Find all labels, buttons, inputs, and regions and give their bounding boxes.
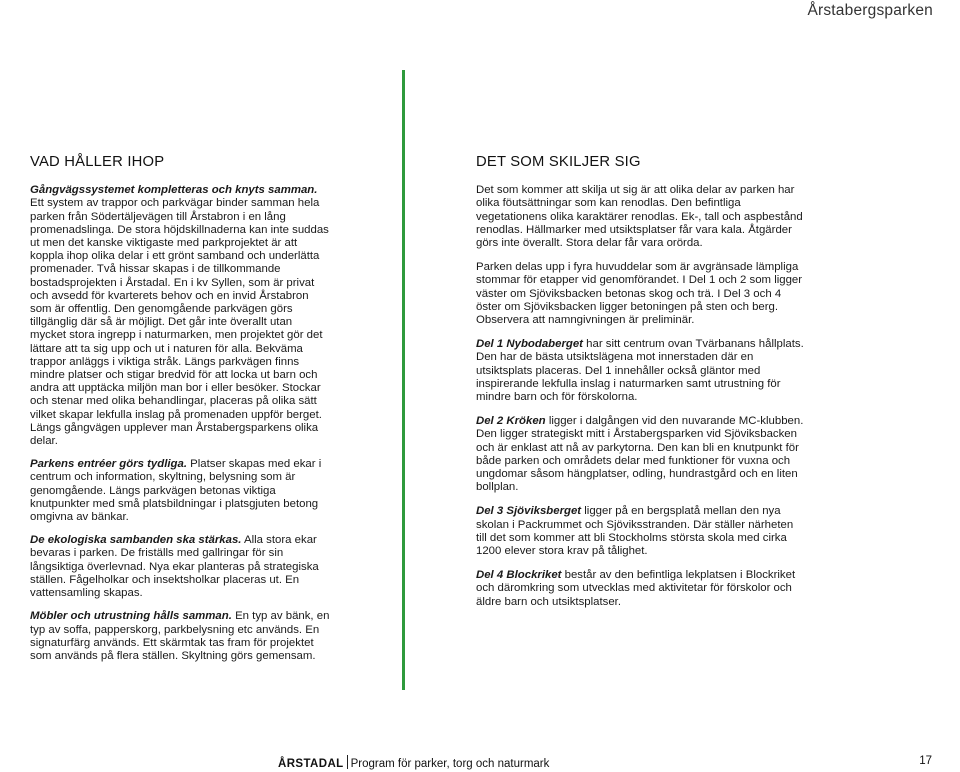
page-number: 17 xyxy=(919,755,932,767)
footer-separator xyxy=(347,755,348,769)
page-header-title: Årstabergsparken xyxy=(807,2,933,19)
right-paragraph xyxy=(476,338,806,404)
paragraph-lead: Gångvägssystemet kompletteras och knyts samman. xyxy=(30,184,318,197)
green-divider-line xyxy=(402,70,405,690)
right-paragraph xyxy=(476,415,806,494)
paragraph-lead: Möbler och utrustning hålls samman. xyxy=(30,610,232,623)
right-column xyxy=(476,156,806,620)
right-heading: DET SOM SKILJER SIG xyxy=(476,154,641,170)
left-paragraph xyxy=(30,458,330,524)
right-paragraph xyxy=(476,184,806,250)
paragraph-text: En typ av bänk, en typ av soffa, papperskorg, parkbelysning etc används. En signaturfärg används. Ett skärmtak tas fram för projektet som används på flera ställen. Skyltning görs gemensam. xyxy=(30,610,330,662)
paragraph-text: Det som kommer att skilja ut sig är att olika delar av parken har olika föutsättningar som kan renodlas. Den befintliga vegetationens olika karaktärer renodlas. Ek-, tall och aspbestånd renodlas. Hällmarker med utsiktsplatser får vara kala. Åtgärder görs inte överallt. Stora delar får vara orörda. xyxy=(476,184,803,250)
paragraph-lead: Del 3 Sjöviksberget xyxy=(476,505,582,518)
page-footer xyxy=(278,755,549,770)
footer-subtitle: Program för parker, torg och naturmark xyxy=(350,758,550,770)
paragraph-text: Alla stora ekar bevaras i parken. De friställs med gallringar för sin långsiktiga överlevnad. Nya ekar planteras på strategiska ställen. Fågelholkar och insektsholkar placeras ut. En vattensamling skapas. xyxy=(30,534,319,600)
right-paragraph xyxy=(476,261,806,327)
paragraph-text: Ett system av trappor och parkvägar binder samman hela parken från Södertäljevägen till Årstabron i en lång promenadslinga. De stora höjdskillnaderna kan inte suddas ut men det kanske viktigaste med parkprojektet är att koppla ihop olika delar i ett grönt samband och underlätta promenader. Två hissar skapas i de tillkommande bostadsprojekten i Årstadal. En i kv Syllen, som är privat och avsedd för kvarterets behov och en invid Årstabron som är offentlig. Den genomgående parkvägen görs tillgänglig där så är möjligt. Det går inte överallt utan mycket stora ingrepp i naturmarken, men projektet gör det lättare att ta sig upp och ut i naturen för alla. Bekväma trappor anläggs i viktiga stråk. Längs parkvägen finns mindre platser och stigar bredvid för att locka ut barn och andra att upptäcka miljön man bor i eller besöker. Stockar och stenar med olika behandlingar, placeras på olika sätt vilket skapar lekfulla inslag på promenaden uppför berget. Längs gångvägen upplever man Årstabergsparkens olika delar. xyxy=(30,197,329,448)
right-paragraph xyxy=(476,569,806,609)
paragraph-text: ligger på en bergsplatå mellan den nya skolan i Packrummet och Sjöviksstranden. Där ställer närheten till det som kommer att bli Stockholms största skola med cirka 1200 elever stora krav på tålighet. xyxy=(476,505,794,558)
paragraph-lead: De ekologiska sambanden ska stärkas. xyxy=(30,534,242,547)
left-heading: VAD HÅLLER IHOP xyxy=(30,154,165,170)
paragraph-lead: Del 4 Blockriket xyxy=(476,569,562,582)
left-paragraph xyxy=(30,610,330,663)
left-column xyxy=(30,156,330,673)
paragraph-text: har sitt centrum ovan Tvärbanans hållplats. Den har de bästa utsiktslägena mot innerstaden där en utsiktsplats placeras. Del 1 innehåller också gläntor med inspirerande lekfulla inslag i naturmarken samt utrustning för mindre barn och för förskolorna. xyxy=(476,338,804,404)
paragraph-text: består av den befintliga lekplatsen i Blockriket och däromkring som utvecklas med aktivitetar för förskolor och äldre barn och utsiktsplatser. xyxy=(476,569,796,608)
footer-brand: ÅRSTADAL xyxy=(278,758,344,770)
paragraph-text: Parken delas upp i fyra huvuddelar som är avgränsade lämpliga stommar för etapper vid genomförandet. I Del 1 och 2 som ligger väster om Sjöviksbacken betonas skog och trä. I Del 3 och 4 öster om Sjöviksbacken ligger betoningen på sten och berg. Observera att namngivningen är preliminär. xyxy=(476,261,803,327)
paragraph-lead: Del 2 Kröken xyxy=(476,415,546,428)
paragraph-lead: Parkens entréer görs tydliga. xyxy=(30,458,187,471)
right-paragraph xyxy=(476,505,806,558)
left-paragraph xyxy=(30,184,330,448)
paragraph-text: ligger i dalgången vid den nuvarande MC-klubben. Den ligger strategiskt mitt i Årstabergsparken vid Sjöviksbacken och är enklast att nå av parkytorna. Den kan bli en knutpunkt för både parken och områdets delar med funktioner för vuxna och ungdomar såsom hängplatser, odling, hundrastgård och en liten bollplan. xyxy=(476,415,804,494)
paragraph-lead: Del 1 Nybodaberget xyxy=(476,338,583,351)
left-paragraph xyxy=(30,534,330,600)
paragraph-text: Platser skapas med ekar i centrum och information, skyltning, belysning som är genomgående. Längs parkvägen betonas viktiga knutpunkter med små platsbildningar i platsgjuten betong omgivna av bänkar. xyxy=(30,458,322,524)
